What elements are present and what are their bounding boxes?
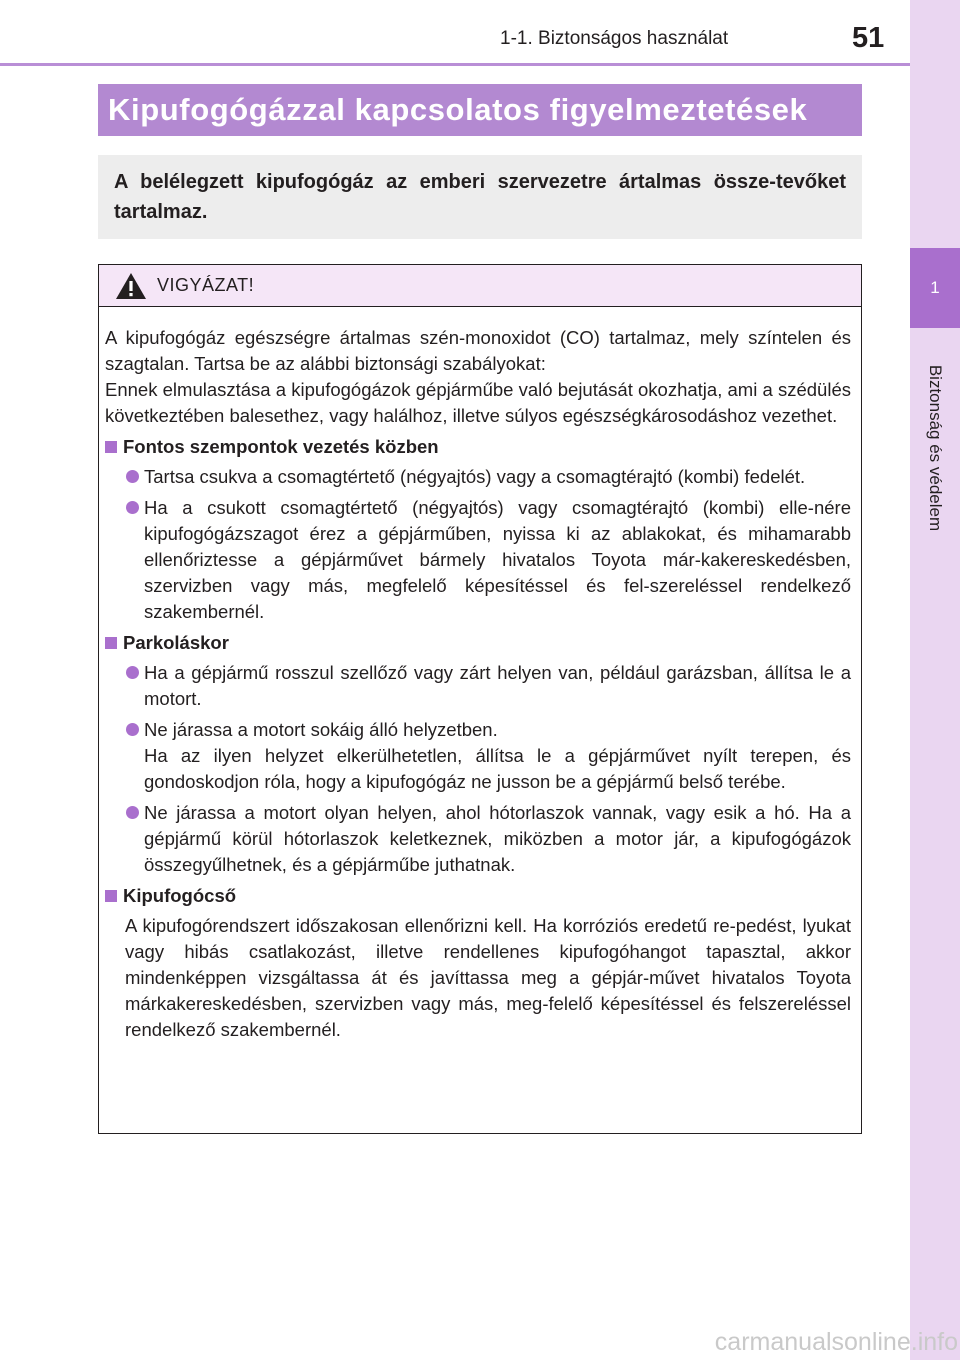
list-item bbox=[105, 464, 851, 490]
intro-box: A belélegzett kipufogógáz az emberi szervezetre ártalmas össze-tevőket tartalmaz. bbox=[98, 155, 862, 239]
section-paragraph: A kipufogórendszert időszakosan ellenőrizni kell. Ha korróziós eredetű re-pedést, lyukat vagy hibás csatlakozást, illetve rendellenes kipufogóhangot tapasztal, akkor mindenképpen vizsgáltassa át és javíttassa meg a gépjár-művet hivatalos Toyota márkakereskedésben, szervizben vagy más, meg-felelő képesítéssel és felszereléssel rendelkező szakembernél. bbox=[125, 915, 851, 1040]
list-item bbox=[105, 495, 851, 625]
list-item bbox=[105, 717, 851, 795]
circle-bullet-icon bbox=[126, 806, 139, 819]
page-title: Kipufogógázzal kapcsolatos figyelmeztetések bbox=[98, 84, 862, 136]
warning-header bbox=[99, 265, 861, 307]
circle-bullet-icon bbox=[126, 723, 139, 736]
section-heading bbox=[105, 883, 851, 909]
list-item bbox=[105, 800, 851, 878]
warning-triangle-icon bbox=[115, 272, 147, 300]
list-item bbox=[105, 660, 851, 712]
warning-body bbox=[99, 307, 861, 1043]
circle-bullet-icon bbox=[126, 501, 139, 514]
list-item-line: Ha az ilyen helyzet elkerülhetetlen, állítsa le a gépjárművet nyílt terepen, és gondoskodjon róla, hogy a kipufogógáz ne jusson be a gépjármű belső terébe. bbox=[144, 745, 851, 792]
chapter-title-vertical bbox=[912, 342, 958, 554]
warning-box bbox=[98, 264, 862, 1134]
warning-label: VIGYÁZAT! bbox=[157, 275, 255, 295]
page-number: 51 bbox=[852, 22, 885, 54]
section-heading-text: Kipufogócső bbox=[123, 885, 237, 906]
section-heading bbox=[105, 630, 851, 656]
header-section-title: 1-1. Biztonságos használat bbox=[500, 28, 729, 49]
chapter-title-text: Biztonság és védelem bbox=[926, 364, 946, 532]
square-bullet-icon bbox=[105, 637, 117, 649]
circle-bullet-icon bbox=[126, 470, 139, 483]
square-bullet-icon bbox=[105, 441, 117, 453]
warning-intro-line: A kipufogógáz egészségre ártalmas szén-monoxidot (CO) tartalmaz, mely színtelen és szagtalan. Tartsa be az alábbi biztonsági szabályokat: bbox=[105, 327, 851, 374]
circle-bullet-icon bbox=[126, 666, 139, 679]
section-heading-text: Parkoláskor bbox=[123, 632, 229, 653]
square-bullet-icon bbox=[105, 890, 117, 902]
warning-intro-line: Ennek elmulasztása a kipufogógázok gépjárműbe való bejutását okozhatja, ami a szédülés következtében balesethez, vagy halálhoz, illetve súlyos egészségkárosodáshoz vezethet. bbox=[105, 379, 851, 426]
warning-intro-paragraph bbox=[105, 325, 851, 429]
chapter-number-tab[interactable]: 1 bbox=[910, 248, 960, 328]
list-item-line: Ha a gépjármű rosszul szellőző vagy zárt helyen van, például garázsban, állítsa le a motort. bbox=[144, 662, 851, 709]
list-item-line: Ne járassa a motort olyan helyen, ahol hótorlaszok vannak, vagy esik a hó. Ha a gépjármű körül hótorlaszok keletkeznek, miközben a motor jár, a kipufogógázok összegyűlhetnek, és a gépjárműbe juthatnak. bbox=[144, 802, 851, 875]
section-heading-text: Fontos szempontok vezetés közben bbox=[123, 436, 439, 457]
list-item-line: Ne járassa a motort sokáig álló helyzetben. bbox=[144, 719, 498, 740]
section-heading bbox=[105, 434, 851, 460]
list-item-line: Ha a csukott csomagtértető (négyajtós) vagy csomagtérajtó (kombi) elle-nére kipufogógázszagot érez a gépjárműben, nyissa ki az ablakokat, és mihamarabb ellenőriztesse a gépjárművet bármely hivatalos Toyota már-kakereskedésben, szervizben vagy más, megfelelő képesítéssel és fel-szereléssel rendelkező szakembernél. bbox=[144, 497, 851, 622]
header-rule bbox=[0, 63, 910, 66]
side-tab bbox=[910, 0, 960, 1360]
list-item-line: Tartsa csukva a csomagtértető (négyajtós) vagy a csomagtérajtó (kombi) fedelét. bbox=[144, 466, 806, 487]
watermark: carmanualsonline.info bbox=[714, 1328, 958, 1356]
